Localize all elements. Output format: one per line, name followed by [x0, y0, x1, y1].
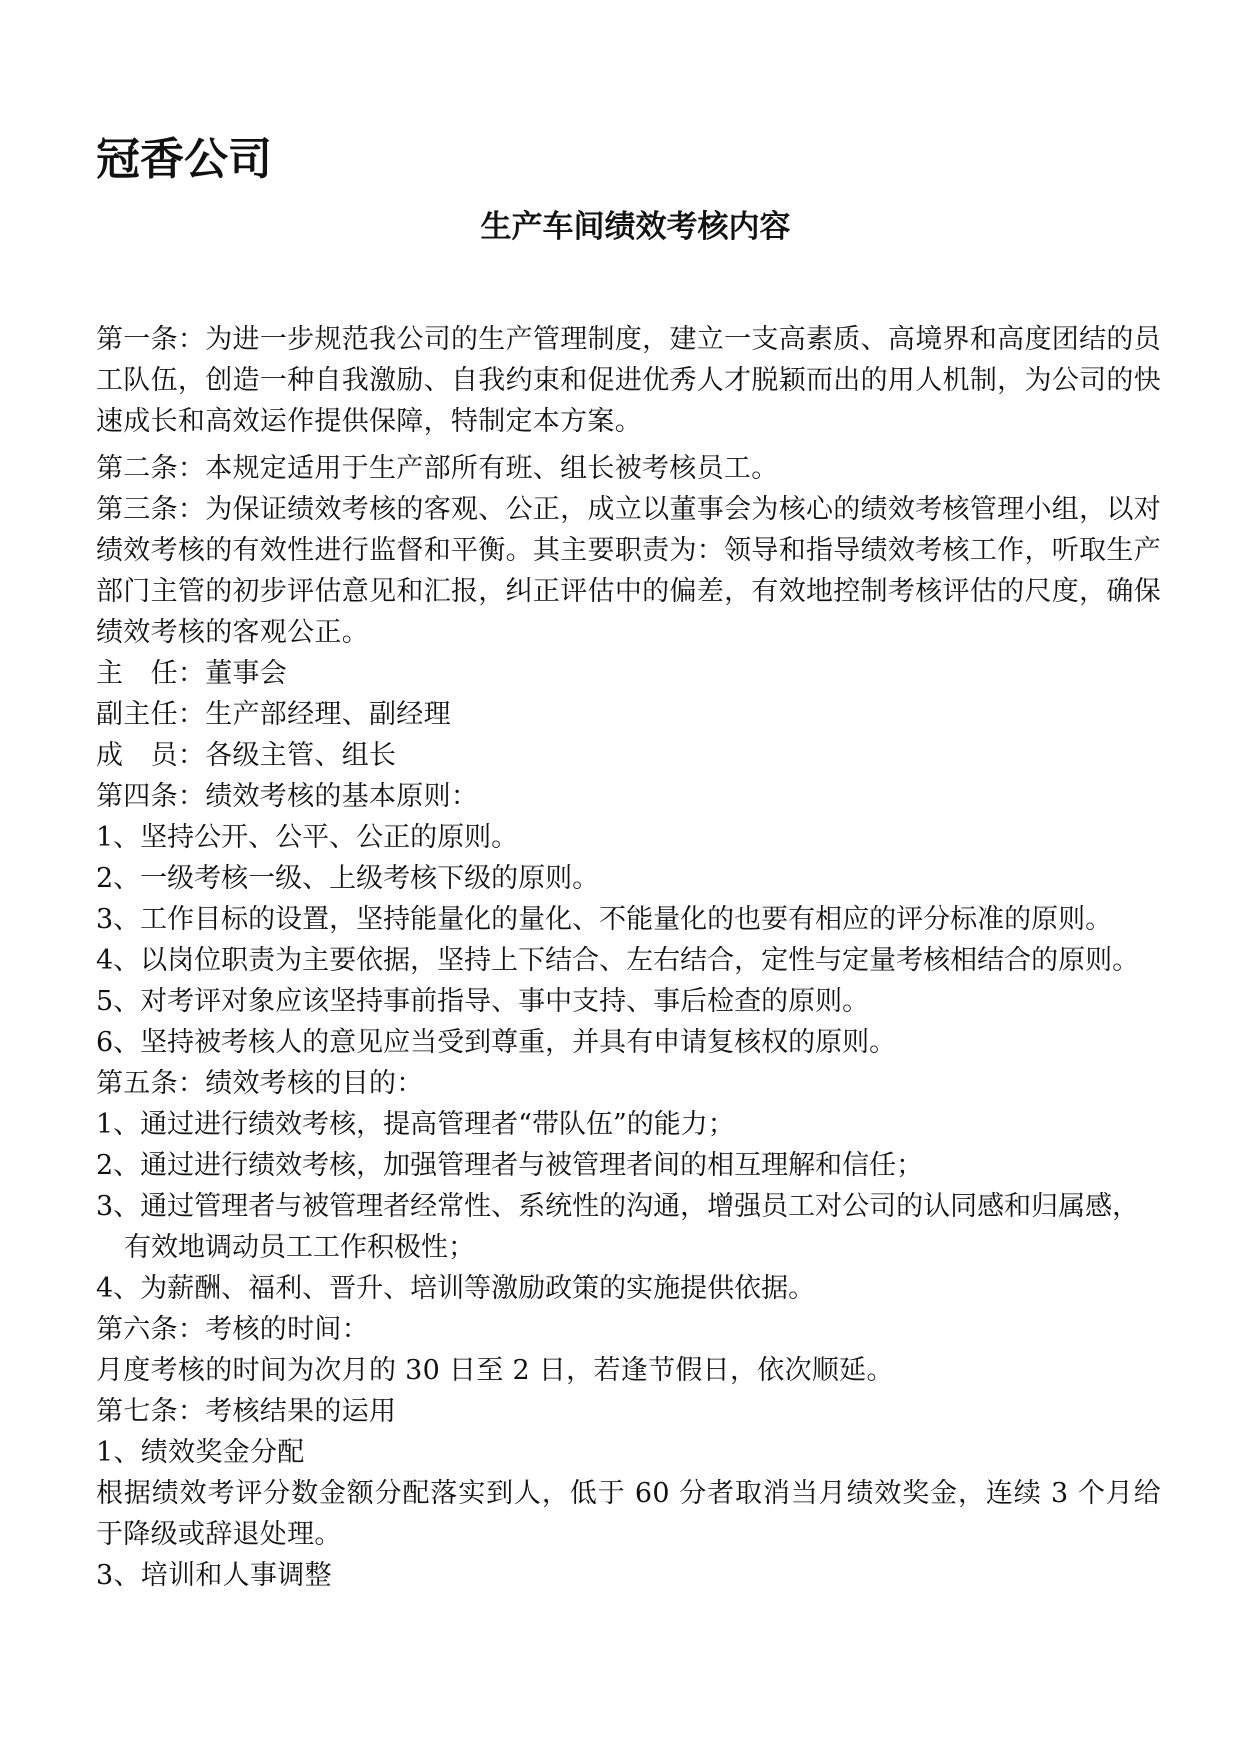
- principle-item: 4、以岗位职责为主要依据，坚持上下结合、左右结合，定性与定量考核相结合的原则。: [96, 945, 1140, 976]
- article-4-heading: 第四条：绩效考核的基本原则：: [96, 781, 479, 812]
- member-director: 主 任：董事会: [96, 658, 288, 689]
- principle-item: 5、对考评对象应该坚持事前指导、事中支持、事后检查的原则。: [96, 986, 870, 1017]
- article-7-sub1: 1、绩效奖金分配: [96, 1437, 305, 1468]
- article-1: 第一条：为进一步规范我公司的生产管理制度，建立一支高素质、高境界和高度团结的员工队伍，创造一种自我激励、自我约束和促进优秀人才脱颖而出的用人机制，为公司的快速成长和高效运作提供保障，特制定本方案。: [96, 324, 1161, 437]
- member-members: 成 员：各级主管、组长: [96, 740, 397, 771]
- document-body: [96, 319, 1161, 1596]
- article-5-heading: 第五条：绩效考核的目的：: [96, 1068, 424, 1099]
- principle-item: 1、坚持公开、公平、公正的原则。: [96, 822, 519, 853]
- purpose-item: 4、为薪酬、福利、晋升、培训等激励政策的实施提供依据。: [96, 1273, 816, 1304]
- article-7-heading: 第七条：考核结果的运用: [96, 1396, 397, 1427]
- document-title: 生产车间绩效考核内容: [480, 209, 791, 245]
- purpose-item: 1、通过进行绩效考核，提高管理者“带队伍”的能力；: [96, 1109, 735, 1140]
- article-3: 第三条：为保证绩效考核的客观、公正，成立以董事会为核心的绩效考核管理小组，以对绩效考核的有效性进行监督和平衡。其主要职责为：领导和指导绩效考核工作，听取生产部门主管的初步评估意见和汇报，纠正评估中的偏差，有效地控制考核评估的尺度，确保绩效考核的客观公正。: [96, 494, 1161, 648]
- purpose-item: 3、通过管理者与被管理者经常性、系统性的沟通，增强员工对公司的认同感和归属感，有效地调动员工工作积极性；: [96, 1191, 1140, 1263]
- purpose-item: 2、通过进行绩效考核，加强管理者与被管理者间的相互理解和信任；: [96, 1150, 924, 1181]
- article-7-sub1-text: 根据绩效考评分数金额分配落实到人，低于 60 分者取消当月绩效奖金，连续 3 个月给于降级或辞退处理。: [96, 1478, 1161, 1550]
- principle-item: 2、一级考核一级、上级考核下级的原则。: [96, 863, 600, 894]
- article-6-heading: 第六条：考核的时间：: [96, 1314, 369, 1345]
- principle-item: 3、工作目标的设置，坚持能量化的量化、不能量化的也要有相应的评分标准的原则。: [96, 904, 1113, 935]
- article-7-sub3: 3、培训和人事调整: [96, 1560, 332, 1591]
- member-deputy: 副主任：生产部经理、副经理: [96, 699, 451, 730]
- article-6-text: 月度考核的时间为次月的 30 日至 2 日，若逢节假日，依次顺延。: [96, 1355, 894, 1386]
- article-2: 第二条：本规定适用于生产部所有班、组长被考核员工。: [96, 453, 779, 484]
- principle-item: 6、坚持被考核人的意见应当受到尊重，并具有申请复核权的原则。: [96, 1027, 897, 1058]
- company-name: 冠香公司: [96, 134, 272, 185]
